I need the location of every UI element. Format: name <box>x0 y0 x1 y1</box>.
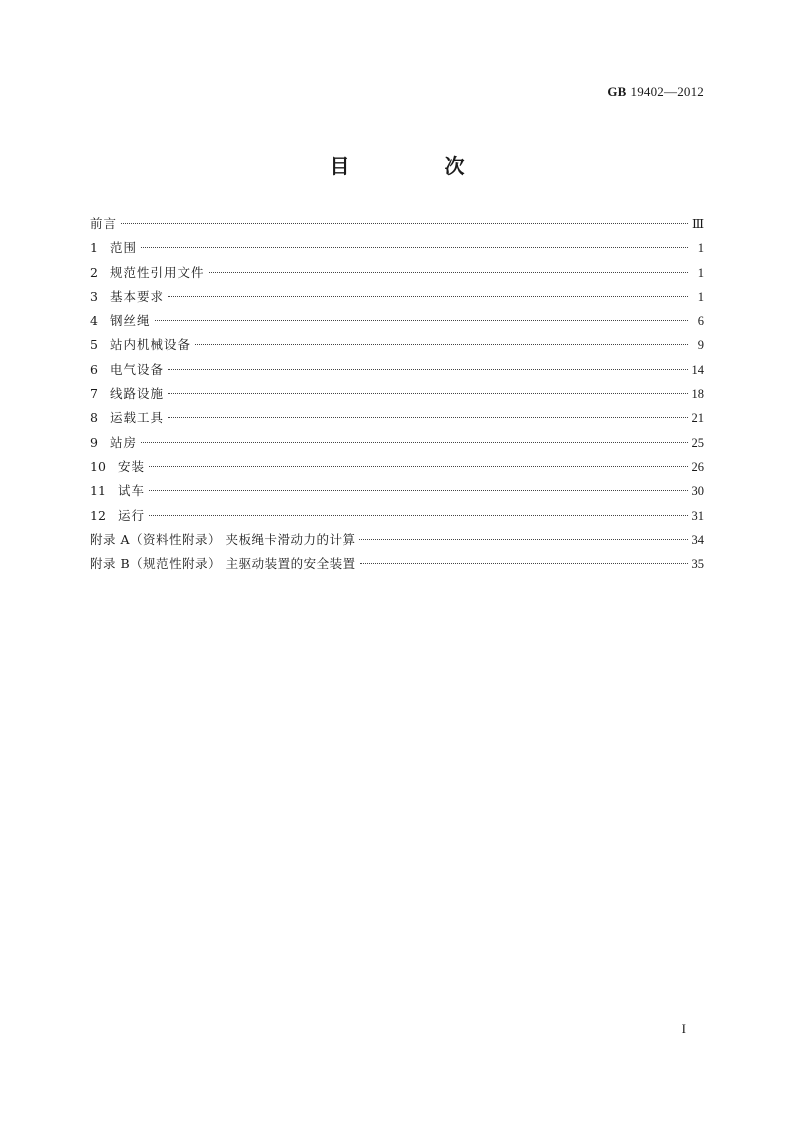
toc-item-number: 9 <box>90 434 98 450</box>
toc-leader <box>149 466 687 467</box>
toc-leader <box>359 539 687 540</box>
page-number: I <box>681 1021 686 1036</box>
standard-code-prefix: GB <box>607 84 627 99</box>
toc-item-number: 2 <box>90 264 98 280</box>
toc-item-label: 线路设施 <box>110 386 165 402</box>
toc-item-6[interactable] <box>90 360 704 384</box>
toc-item-label: 基本要求 <box>110 288 165 304</box>
toc-item-12[interactable] <box>90 506 704 530</box>
standard-code-number: 19402—2012 <box>630 84 704 99</box>
toc-leader <box>121 223 688 224</box>
toc-item-label: 安装 <box>118 458 146 474</box>
toc-leader <box>155 320 688 321</box>
toc-item-number: 12 <box>90 507 106 523</box>
toc-item-page: 35 <box>691 557 704 572</box>
toc-item-label: 附录 B（规范性附录） 主驱动装置的安全装置 <box>90 556 356 572</box>
toc-leader <box>168 393 687 394</box>
toc-item-number: 3 <box>90 288 98 304</box>
toc-item-page: 1 <box>697 241 704 256</box>
toc-item-number: 6 <box>90 361 98 377</box>
toc-item-preface[interactable] <box>90 214 704 238</box>
toc-leader <box>168 369 687 370</box>
toc-leader <box>195 344 688 345</box>
standard-code <box>607 84 704 100</box>
toc-item-label: 钢丝绳 <box>110 313 151 329</box>
toc-item-4[interactable] <box>90 311 704 335</box>
toc-leader <box>360 563 688 564</box>
toc-item-number: 11 <box>90 483 106 499</box>
toc-item-appendix-a[interactable] <box>90 530 704 554</box>
toc-item-label: 范围 <box>110 240 138 256</box>
toc-item-10[interactable] <box>90 457 704 481</box>
toc-item-page: 14 <box>691 362 704 377</box>
toc-item-1[interactable] <box>90 238 704 262</box>
toc-item-number: 4 <box>90 313 98 329</box>
toc-leader <box>168 296 688 297</box>
toc-item-label: 试车 <box>118 483 146 499</box>
toc-item-7[interactable] <box>90 384 704 408</box>
toc-item-2[interactable] <box>90 263 704 287</box>
toc-item-label: 电气设备 <box>110 361 165 377</box>
toc-item-page: 26 <box>691 459 704 474</box>
toc-item-number: 8 <box>90 410 98 426</box>
toc-item-label: 站内机械设备 <box>110 337 192 353</box>
toc-leader <box>149 490 687 491</box>
page-title: 目 次 <box>329 154 509 178</box>
toc-item-label: 前言 <box>90 216 118 231</box>
toc-item-page: 30 <box>691 484 704 499</box>
toc-item-number: 7 <box>90 386 98 402</box>
toc-item-page: 9 <box>697 338 704 353</box>
toc-item-page: 1 <box>697 289 704 304</box>
toc-item-page: 6 <box>697 314 704 329</box>
toc-item-page: Ⅲ <box>691 217 704 231</box>
toc-item-number: 10 <box>90 458 106 474</box>
toc-item-page: 1 <box>697 265 704 280</box>
toc-item-label: 规范性引用文件 <box>110 264 205 280</box>
toc-item-label: 运载工具 <box>110 410 165 426</box>
toc-item-page: 25 <box>691 435 704 450</box>
toc-item-5[interactable] <box>90 335 704 359</box>
toc-item-page: 34 <box>691 532 704 547</box>
toc-item-3[interactable] <box>90 287 704 311</box>
toc-item-9[interactable] <box>90 433 704 457</box>
toc-item-label: 附录 A（资料性附录） 夹板绳卡滑动力的计算 <box>90 531 356 547</box>
toc-item-8[interactable] <box>90 408 704 432</box>
table-of-contents <box>90 214 704 578</box>
toc-item-number: 5 <box>90 337 98 353</box>
toc-item-label: 运行 <box>118 507 146 523</box>
toc-leader <box>141 247 688 248</box>
toc-item-appendix-b[interactable] <box>90 554 704 578</box>
toc-item-page: 31 <box>691 508 704 523</box>
toc-leader <box>141 442 687 443</box>
toc-item-page: 21 <box>691 411 704 426</box>
toc-item-11[interactable] <box>90 481 704 505</box>
toc-item-label: 站房 <box>110 434 138 450</box>
toc-item-number: 1 <box>90 240 98 256</box>
toc-item-page: 18 <box>691 387 704 402</box>
toc-leader <box>168 417 687 418</box>
toc-leader <box>209 272 688 273</box>
toc-leader <box>149 515 687 516</box>
